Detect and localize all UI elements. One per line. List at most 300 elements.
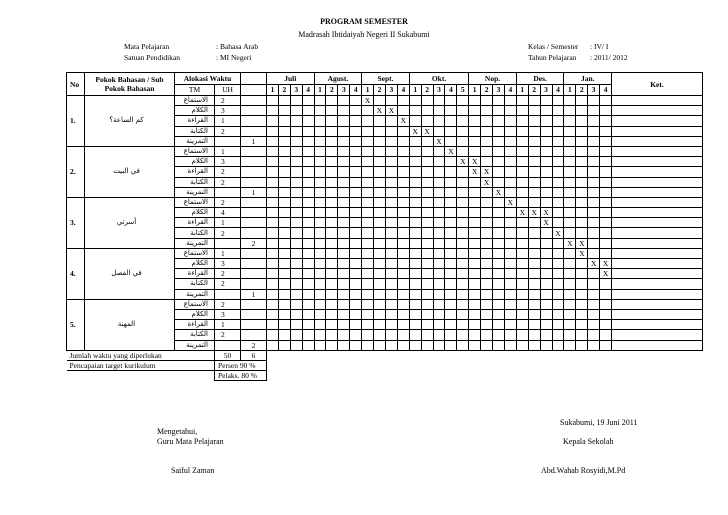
week-cell bbox=[350, 96, 362, 106]
week-cell bbox=[469, 259, 481, 269]
week-cell bbox=[552, 157, 564, 167]
week-cell bbox=[540, 248, 552, 258]
sub-topic: الكتابة bbox=[175, 228, 215, 238]
week-cell bbox=[540, 289, 552, 299]
week-cell bbox=[397, 320, 409, 330]
week-cell bbox=[302, 228, 314, 238]
tm-value: 2 bbox=[215, 197, 241, 207]
week-cell bbox=[302, 279, 314, 289]
schedule-mark: X bbox=[576, 248, 588, 258]
week-cell bbox=[385, 248, 397, 258]
week-cell bbox=[504, 248, 516, 258]
week-cell bbox=[326, 96, 338, 106]
sub-topic: التمرينة bbox=[175, 289, 215, 299]
section-number: 1. bbox=[67, 96, 85, 147]
week-cell bbox=[481, 269, 493, 279]
week-cell bbox=[302, 269, 314, 279]
week-header: 2 bbox=[576, 84, 588, 96]
week-cell bbox=[338, 289, 350, 299]
tm-value bbox=[215, 187, 241, 197]
week-cell bbox=[600, 116, 612, 126]
uh-value bbox=[241, 197, 267, 207]
week-cell bbox=[600, 96, 612, 106]
week-cell bbox=[540, 157, 552, 167]
week-cell bbox=[314, 238, 326, 248]
week-cell bbox=[362, 309, 374, 319]
week-cell bbox=[540, 116, 552, 126]
uh-value: 2 bbox=[241, 340, 267, 350]
week-cell bbox=[267, 259, 279, 269]
section-number: 4. bbox=[67, 248, 85, 299]
week-cell bbox=[409, 136, 421, 146]
week-cell bbox=[576, 299, 588, 309]
week-cell bbox=[350, 167, 362, 177]
week-cell bbox=[433, 146, 445, 156]
week-cell bbox=[600, 106, 612, 116]
tm-value: 1 bbox=[215, 248, 241, 258]
week-cell bbox=[564, 208, 576, 218]
sub-topic: الكلام bbox=[175, 309, 215, 319]
week-cell bbox=[481, 330, 493, 340]
week-cell bbox=[445, 106, 457, 116]
week-cell bbox=[350, 157, 362, 167]
week-cell bbox=[302, 248, 314, 258]
week-cell bbox=[481, 340, 493, 350]
week-cell bbox=[481, 279, 493, 289]
week-cell bbox=[278, 208, 290, 218]
week-cell bbox=[564, 126, 576, 136]
week-cell bbox=[302, 187, 314, 197]
week-cell bbox=[314, 126, 326, 136]
week-cell bbox=[397, 228, 409, 238]
week-cell bbox=[314, 309, 326, 319]
sub-topic: القراءة bbox=[175, 167, 215, 177]
week-cell bbox=[564, 167, 576, 177]
ket-cell bbox=[612, 106, 703, 116]
week-cell bbox=[469, 248, 481, 258]
week-cell bbox=[552, 218, 564, 228]
uh-value bbox=[241, 208, 267, 218]
week-cell bbox=[350, 238, 362, 248]
week-cell bbox=[278, 320, 290, 330]
week-cell bbox=[326, 208, 338, 218]
schedule-mark: X bbox=[457, 157, 469, 167]
week-cell bbox=[326, 248, 338, 258]
week-cell bbox=[338, 136, 350, 146]
week-cell bbox=[278, 136, 290, 146]
table-row bbox=[67, 146, 703, 156]
week-cell bbox=[278, 279, 290, 289]
week-cell bbox=[457, 299, 469, 309]
week-cell bbox=[421, 106, 433, 116]
week-cell bbox=[350, 320, 362, 330]
week-cell bbox=[302, 126, 314, 136]
week-cell bbox=[457, 136, 469, 146]
week-cell bbox=[445, 218, 457, 228]
schedule-mark: X bbox=[374, 106, 386, 116]
week-header: 3 bbox=[385, 84, 397, 96]
schedule-mark: X bbox=[564, 238, 576, 248]
jumlah-tm: 50 bbox=[215, 350, 241, 360]
week-cell bbox=[493, 208, 505, 218]
week-cell bbox=[528, 248, 540, 258]
week-header: 4 bbox=[445, 84, 457, 96]
week-cell bbox=[350, 208, 362, 218]
week-cell bbox=[326, 116, 338, 126]
week-cell bbox=[302, 96, 314, 106]
week-cell bbox=[326, 259, 338, 269]
week-cell bbox=[338, 330, 350, 340]
place-date: Sukabumi, 19 Juni 2011 bbox=[560, 418, 638, 427]
week-cell bbox=[469, 197, 481, 207]
week-cell bbox=[326, 330, 338, 340]
week-cell bbox=[576, 259, 588, 269]
week-cell bbox=[326, 146, 338, 156]
week-header: 3 bbox=[338, 84, 350, 96]
week-cell bbox=[362, 248, 374, 258]
tm-value: 3 bbox=[215, 157, 241, 167]
week-cell bbox=[267, 218, 279, 228]
week-cell bbox=[469, 126, 481, 136]
week-cell bbox=[528, 309, 540, 319]
week-cell bbox=[362, 167, 374, 177]
week-header: 1 bbox=[409, 84, 421, 96]
week-cell bbox=[397, 157, 409, 167]
week-cell bbox=[374, 157, 386, 167]
week-cell bbox=[588, 320, 600, 330]
week-cell bbox=[445, 228, 457, 238]
week-cell bbox=[278, 116, 290, 126]
week-cell bbox=[540, 228, 552, 238]
week-cell bbox=[600, 218, 612, 228]
week-header: 1 bbox=[267, 84, 279, 96]
week-cell bbox=[588, 238, 600, 248]
week-cell bbox=[576, 340, 588, 350]
week-cell bbox=[481, 136, 493, 146]
week-cell bbox=[338, 116, 350, 126]
week-cell bbox=[290, 289, 302, 299]
week-cell bbox=[516, 146, 528, 156]
week-header: 3 bbox=[493, 84, 505, 96]
week-cell bbox=[374, 96, 386, 106]
week-header: 4 bbox=[397, 84, 409, 96]
week-cell bbox=[338, 157, 350, 167]
week-cell bbox=[278, 96, 290, 106]
week-cell bbox=[588, 279, 600, 289]
week-cell bbox=[493, 340, 505, 350]
week-cell bbox=[576, 167, 588, 177]
week-cell bbox=[445, 289, 457, 299]
week-cell bbox=[588, 126, 600, 136]
week-cell bbox=[326, 187, 338, 197]
week-cell bbox=[326, 340, 338, 350]
week-cell bbox=[493, 96, 505, 106]
week-cell bbox=[302, 218, 314, 228]
sub-topic: الكتابة bbox=[175, 279, 215, 289]
week-cell bbox=[540, 309, 552, 319]
week-header: 4 bbox=[504, 84, 516, 96]
week-cell bbox=[314, 248, 326, 258]
week-cell bbox=[564, 259, 576, 269]
week-cell bbox=[290, 197, 302, 207]
ket-cell bbox=[612, 116, 703, 126]
week-cell bbox=[278, 269, 290, 279]
week-cell bbox=[278, 259, 290, 269]
week-cell bbox=[385, 177, 397, 187]
week-header: 1 bbox=[362, 84, 374, 96]
sub-topic: التمرينة bbox=[175, 238, 215, 248]
week-cell bbox=[362, 218, 374, 228]
week-cell bbox=[314, 116, 326, 126]
ket-cell bbox=[612, 187, 703, 197]
week-cell bbox=[290, 218, 302, 228]
week-cell bbox=[302, 289, 314, 299]
kelas-value: : IV/ I bbox=[590, 42, 609, 51]
week-header: 2 bbox=[374, 84, 386, 96]
week-cell bbox=[421, 269, 433, 279]
month-header: Sept. bbox=[362, 73, 410, 85]
week-cell bbox=[433, 299, 445, 309]
schedule-mark: X bbox=[469, 157, 481, 167]
week-cell bbox=[528, 289, 540, 299]
week-cell bbox=[278, 106, 290, 116]
month-header: Jan. bbox=[564, 73, 612, 85]
week-cell bbox=[385, 259, 397, 269]
week-cell bbox=[314, 340, 326, 350]
week-cell bbox=[576, 157, 588, 167]
week-header: 1 bbox=[469, 84, 481, 96]
week-cell bbox=[504, 330, 516, 340]
week-cell bbox=[421, 238, 433, 248]
week-cell bbox=[326, 299, 338, 309]
ket-cell bbox=[612, 218, 703, 228]
week-cell bbox=[552, 187, 564, 197]
week-cell bbox=[552, 259, 564, 269]
week-cell bbox=[267, 320, 279, 330]
week-cell bbox=[588, 208, 600, 218]
week-cell bbox=[338, 279, 350, 289]
tm-value: 3 bbox=[215, 259, 241, 269]
week-cell bbox=[493, 197, 505, 207]
week-cell bbox=[374, 289, 386, 299]
week-cell bbox=[374, 320, 386, 330]
week-cell bbox=[290, 116, 302, 126]
week-cell bbox=[385, 187, 397, 197]
week-cell bbox=[504, 289, 516, 299]
mata-pelajaran-value: : Bahasa Arab bbox=[216, 42, 259, 51]
week-cell bbox=[267, 279, 279, 289]
week-cell bbox=[481, 96, 493, 106]
week-cell bbox=[314, 197, 326, 207]
schedule-mark: X bbox=[409, 126, 421, 136]
week-cell bbox=[385, 146, 397, 156]
week-cell bbox=[350, 299, 362, 309]
week-cell bbox=[350, 330, 362, 340]
week-cell bbox=[576, 106, 588, 116]
week-cell bbox=[290, 146, 302, 156]
week-cell bbox=[267, 167, 279, 177]
week-cell bbox=[397, 248, 409, 258]
week-cell bbox=[457, 269, 469, 279]
week-cell bbox=[350, 340, 362, 350]
week-cell bbox=[397, 259, 409, 269]
week-cell bbox=[433, 320, 445, 330]
week-cell bbox=[385, 228, 397, 238]
week-cell bbox=[278, 126, 290, 136]
week-cell bbox=[516, 116, 528, 126]
week-cell bbox=[397, 279, 409, 289]
week-cell bbox=[504, 269, 516, 279]
week-cell bbox=[540, 146, 552, 156]
week-cell bbox=[588, 299, 600, 309]
week-cell bbox=[338, 228, 350, 238]
week-cell bbox=[290, 167, 302, 177]
week-cell bbox=[267, 106, 279, 116]
week-cell bbox=[421, 157, 433, 167]
week-cell bbox=[290, 157, 302, 167]
week-cell bbox=[397, 96, 409, 106]
week-cell bbox=[302, 197, 314, 207]
week-cell bbox=[552, 299, 564, 309]
week-cell bbox=[445, 279, 457, 289]
week-cell bbox=[433, 218, 445, 228]
week-cell bbox=[588, 96, 600, 106]
week-cell bbox=[338, 126, 350, 136]
jumlah-label: Jumlah waktu yang diperlukan bbox=[67, 350, 215, 360]
week-cell bbox=[421, 299, 433, 309]
week-cell bbox=[362, 228, 374, 238]
week-cell bbox=[433, 126, 445, 136]
week-cell bbox=[469, 187, 481, 197]
week-cell bbox=[338, 208, 350, 218]
week-cell bbox=[397, 269, 409, 279]
week-cell bbox=[350, 177, 362, 187]
week-cell bbox=[433, 238, 445, 248]
week-cell bbox=[457, 320, 469, 330]
ket-cell bbox=[612, 197, 703, 207]
week-cell bbox=[409, 197, 421, 207]
week-cell bbox=[540, 96, 552, 106]
jumlah-uh: 6 bbox=[241, 350, 267, 360]
week-cell bbox=[278, 146, 290, 156]
week-cell bbox=[528, 259, 540, 269]
week-cell bbox=[421, 279, 433, 289]
week-cell bbox=[552, 320, 564, 330]
week-cell bbox=[588, 167, 600, 177]
week-cell bbox=[314, 167, 326, 177]
week-cell bbox=[409, 299, 421, 309]
week-cell bbox=[314, 106, 326, 116]
week-cell bbox=[469, 340, 481, 350]
week-cell bbox=[326, 289, 338, 299]
week-cell bbox=[278, 177, 290, 187]
week-cell bbox=[421, 96, 433, 106]
summary-blank bbox=[267, 350, 703, 360]
week-cell bbox=[457, 330, 469, 340]
week-cell bbox=[504, 299, 516, 309]
week-cell bbox=[397, 197, 409, 207]
week-cell bbox=[433, 187, 445, 197]
week-cell bbox=[362, 320, 374, 330]
week-cell bbox=[493, 279, 505, 289]
week-cell bbox=[564, 269, 576, 279]
week-cell bbox=[493, 136, 505, 146]
week-cell bbox=[528, 157, 540, 167]
week-cell bbox=[576, 177, 588, 187]
uh-value bbox=[241, 248, 267, 258]
week-cell bbox=[350, 228, 362, 238]
week-cell bbox=[338, 309, 350, 319]
week-cell bbox=[385, 279, 397, 289]
week-cell bbox=[374, 279, 386, 289]
week-cell bbox=[374, 136, 386, 146]
week-cell bbox=[552, 330, 564, 340]
ket-cell bbox=[612, 340, 703, 350]
sub-topic: القراءة bbox=[175, 269, 215, 279]
week-cell bbox=[290, 259, 302, 269]
week-cell bbox=[528, 106, 540, 116]
week-cell bbox=[326, 218, 338, 228]
week-cell bbox=[267, 289, 279, 299]
week-cell bbox=[302, 238, 314, 248]
week-cell bbox=[552, 248, 564, 258]
week-header: 3 bbox=[290, 84, 302, 96]
week-cell bbox=[600, 208, 612, 218]
week-cell bbox=[504, 208, 516, 218]
week-cell bbox=[350, 136, 362, 146]
tm-value: 3 bbox=[215, 309, 241, 319]
week-cell bbox=[433, 96, 445, 106]
tm-value: 1 bbox=[215, 320, 241, 330]
week-cell bbox=[469, 106, 481, 116]
week-cell bbox=[374, 309, 386, 319]
week-cell bbox=[445, 299, 457, 309]
header-blank bbox=[241, 73, 267, 85]
week-cell bbox=[267, 96, 279, 106]
week-cell bbox=[493, 157, 505, 167]
week-header: 3 bbox=[588, 84, 600, 96]
ket-cell bbox=[612, 309, 703, 319]
section-topic: أسرتي bbox=[85, 197, 175, 248]
week-cell bbox=[540, 259, 552, 269]
week-cell bbox=[469, 116, 481, 126]
week-header: 1 bbox=[564, 84, 576, 96]
week-cell bbox=[481, 228, 493, 238]
week-cell bbox=[528, 228, 540, 238]
week-cell bbox=[600, 136, 612, 146]
week-cell bbox=[445, 197, 457, 207]
week-cell bbox=[516, 187, 528, 197]
week-cell bbox=[326, 279, 338, 289]
week-cell bbox=[267, 340, 279, 350]
uh-value bbox=[241, 167, 267, 177]
ket-cell bbox=[612, 146, 703, 156]
week-cell bbox=[552, 116, 564, 126]
week-cell bbox=[552, 177, 564, 187]
uh-value bbox=[241, 126, 267, 136]
week-cell bbox=[481, 187, 493, 197]
week-cell bbox=[385, 218, 397, 228]
week-cell bbox=[338, 106, 350, 116]
week-cell bbox=[385, 309, 397, 319]
section-topic: في الفصل bbox=[85, 248, 175, 299]
week-cell bbox=[362, 269, 374, 279]
week-cell bbox=[278, 340, 290, 350]
uh-value: 1 bbox=[241, 136, 267, 146]
week-cell bbox=[600, 157, 612, 167]
tm-value: 1 bbox=[215, 218, 241, 228]
schedule-mark: X bbox=[385, 106, 397, 116]
